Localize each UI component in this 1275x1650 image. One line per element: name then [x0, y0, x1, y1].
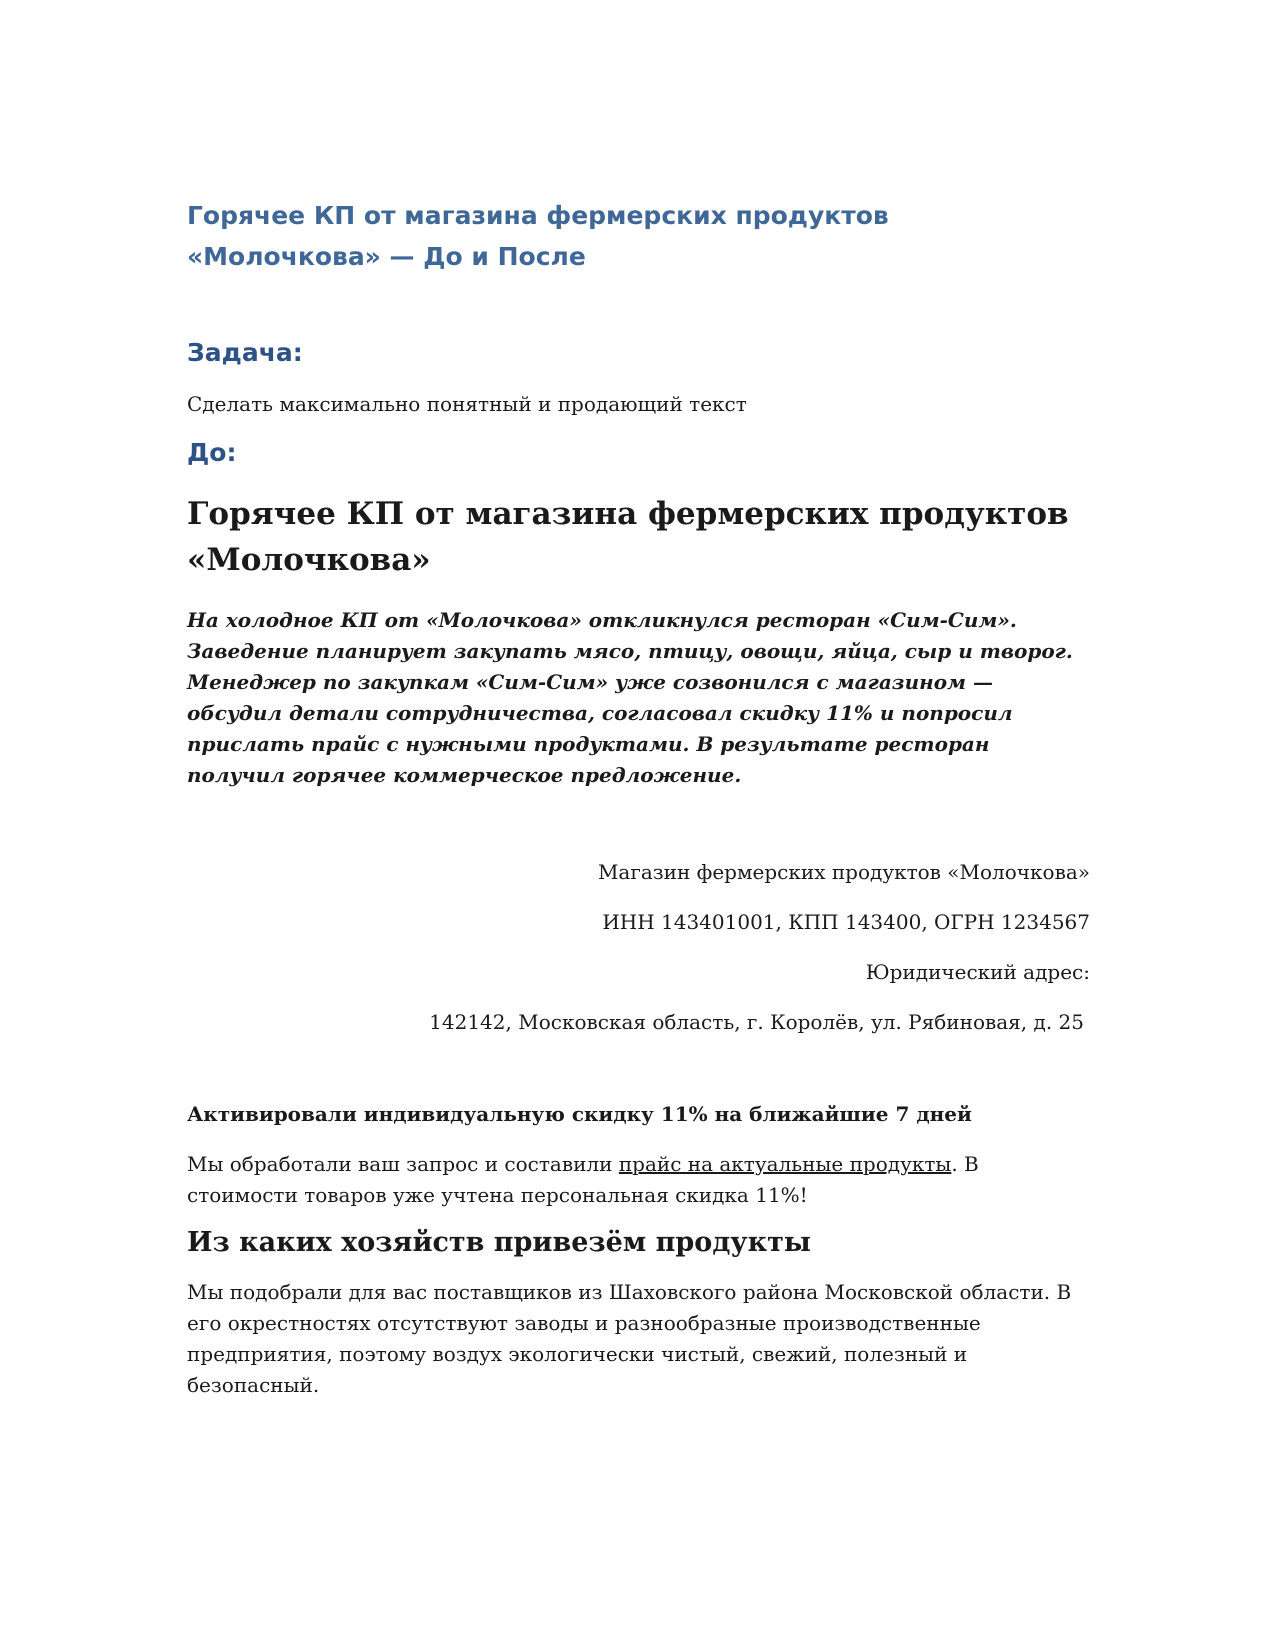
- company-address: 142142, Московская область, г. Королёв, ул. Рябиновая, д. 25: [429, 1010, 1084, 1034]
- farms-text: Мы подобрали для вас поставщиков из Шаховского района Московской области. В его окрестностях отсутствуют заводы и разнообразные производственные предприятия, поэтому воздух экологически чистый, свежий, полезный и безопасный.: [187, 1280, 1072, 1397]
- discount-title: Активировали индивидуальную скидку 11% на ближайшие 7 дней: [187, 1102, 972, 1126]
- task-text: Сделать максимально понятный и продающий текст: [187, 392, 747, 416]
- discount-text-after: . В стоимости товаров уже учтена персональная скидка 11%!: [187, 1152, 979, 1207]
- address-label: Юридический адрес:: [865, 960, 1090, 984]
- discount-text-before: Мы обработали ваш запрос и составили: [187, 1152, 619, 1176]
- company-codes: ИНН 143401001, КПП 143400, ОГРН 1234567: [602, 910, 1090, 934]
- document-title: Горячее КП от магазина фермерских продуктов «Молочкова» — До и После: [187, 201, 889, 271]
- company-name: Магазин фермерских продуктов «Молочкова»: [597, 860, 1090, 884]
- task-heading: Задача:: [187, 338, 303, 367]
- company-requisites: [187, 857, 1090, 1037]
- offer-intro: На холодное КП от «Молочкова» откликнулся ресторан «Сим-Сим». Заведение планирует закупать мясо, птицу, овощи, яйца, сыр и творог. Менеджер по закупкам «Сим-Сим» уже созвонился с магазином — обсудил детали сотрудничества, согласовал скидку 11% и попросил прислать прайс с нужными продуктами. В результате ресторан получил горячее коммерческое предложение.: [187, 608, 1073, 787]
- document-page: [187, 195, 1090, 1401]
- farms-title: Из каких хозяйств привезём продукты: [187, 1227, 811, 1258]
- before-heading: До:: [187, 438, 237, 467]
- discount-text: [187, 1149, 1087, 1211]
- offer-title: Горячее КП от магазина фермерских продуктов «Молочкова»: [187, 496, 1069, 578]
- price-list-link[interactable]: прайс на актуальные продукты: [618, 1152, 952, 1176]
